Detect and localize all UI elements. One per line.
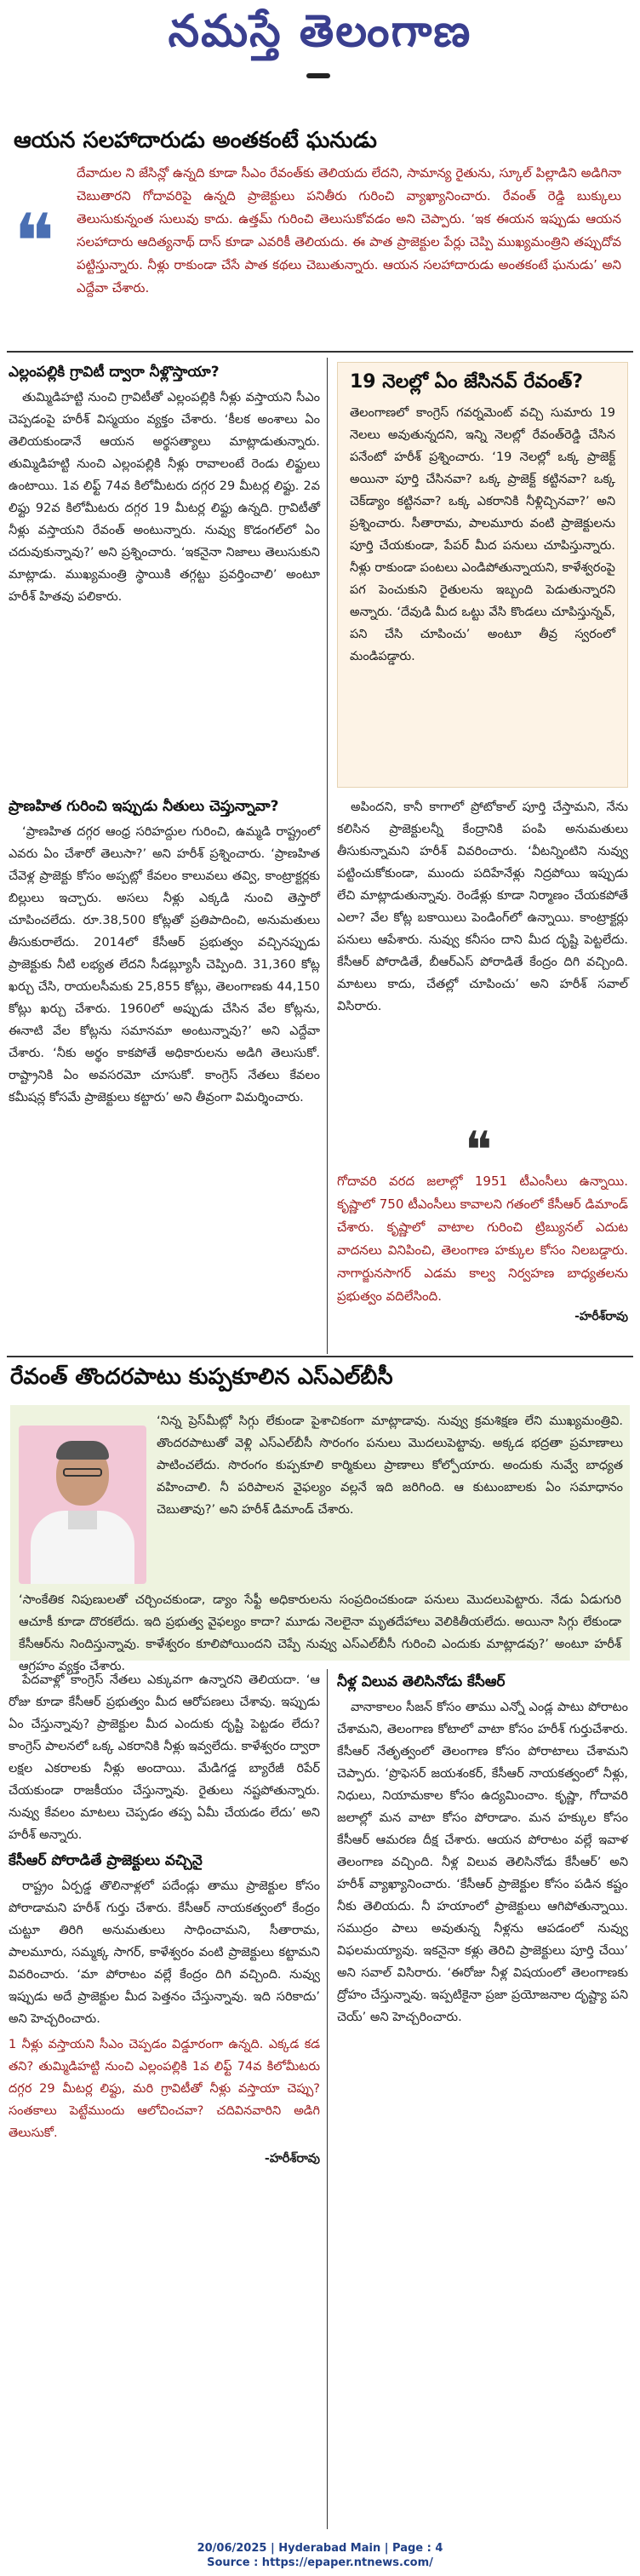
pull-quote-tail: 1 నీళ్లు వస్తాయని సీఎం చెప్పడం విడ్డూరంగా ఉన్నది. ఎక్కడ కడ తని? తుమ్మిడిహట్టి నుంచి ఎల్లంపల్లికి 1వ లిఫ్ట్ 74వ కిలోమీటరు దగ్గర 29 మీటర్ల లిఫ్టు, మరి గ్రావిటీతో నీళ్లు వస్తాయా చెప్పు? సంతకాలు పెట్టేముందు ఆలోచించవా? చదివినవారిని అడిగి తెలుసుకో. (9, 2038, 320, 2140)
footer-edition: 20/06/2025 | Hyderabad Main | Page : 4 (197, 2542, 443, 2555)
paragraph-left-bottom: పేదవాళ్లో కాంగ్రెస్ నేతలు ఎక్కువగా ఉన్నారని తెలియదా. ‘ఆ రోజు కూడా కేసీఆర్ ప్రభుత్వం మీద ఆరోపణలు చేశావు. ఇప్పుడు ఏం చేస్తున్నావు? ప్రాజెక్టుల మీద ఎందుకు దృష్టి పెట్టడం లేదు? కాంగ్రెస్ పాలనలో ఒక్క ఎకరానికి నీళ్లు ఇవ్వలేదు. కాళేశ్వరం ద్వారా లక్షల ఎకరాలకు నీళ్లు అందాయి. మేడిగడ్డ బ్యారేజీ రిపేర్ చేయకుండా రాజకీయం చేస్తున్నావు. రైతులు నష్టపోతున్నారు. నువ్వు కేవలం మాటలు చెప్పడం తప్ప ఏమీ చేయడం లేదు’ అని హరీశ్ అన్నారు. (9, 1673, 320, 1842)
pull-quote-tail-byline: -హరీశ్‌రావు (264, 2152, 320, 2166)
left-column-top (9, 359, 320, 611)
masthead-underline (306, 73, 330, 78)
pull-quote-byline: -హరీశ్‌రావు (574, 1310, 628, 1323)
subheading-pranahitha: ప్రాణహిత గురించి ఇప్పుడు నీతులు చెప్తున్నావా? (9, 798, 279, 815)
revanth-panel (10, 1405, 630, 1673)
right-column-bottom (337, 1669, 628, 2032)
revanth-text: ‘నిన్న ప్రెస్‌మీట్లో సిగ్గు లేకుండా పైశాచికంగా మాట్లాడావు. నువ్వు క్రమశిక్షణ లేని ముఖ్యమంత్రివి. తొందరపాటుతో వెళ్లి ఎస్ఎల్‌బీసీ సొరంగం పనులు మొదలుపెట్టావు. అక్కడ భద్రతా ప్రమాణాలు పాటించలేదు. సొరంగం కుప్పకూలి కార్మికులు ప్రాణాలు కోల్పోయారు. అందుకు నువ్వే బాధ్యత వహించాలి. నీ పరిపాలన వైఫల్యం వల్లనే ఇది జరిగింది. ఆ కుటుంబాలకు ఏం సమాధానం చెబుతావు?’ అని హరీశ్ డిమాండ్ చేశారు. (157, 1414, 623, 1517)
paragraph-kcr-water: వానాకాలం సీజన్ కోసం తాము ఎన్నో ఎండ్ల పాటు పోరాటం చేశామని, తెలంగాణ కోటాలో వాటా కోసం హరీశ్ గుర్తుచేశారు. కేసీఆర్ నేతృత్వంలో తెలంగాణ కోసం పోరాటాలు చేశామని చెప్పారు. ‘ప్రొఫెసర్ జయశంకర్, కేసీఆర్ నాయకత్వంలో నీళ్లు, నిధులు, నియామకాల కోసం ఉద్యమించాం. కృష్ణా, గోదావరి జలాల్లో మన వాటా కోసం పోరాడాం. మన హక్కుల కోసం కేసీఆర్ ఆమరణ దీక్ష చేశారు. ఆయన పోరాటం వల్లే ఇవాళ తెలంగాణ వచ్చింది. నీళ్ల విలువ తెలిసినోడు కేసీఆర్’ అని హరీశ్ వ్యాఖ్యానించారు. ‘కేసీఆర్ ప్రాజెక్టుల కోసం పడిన కష్టం నీకు తెలియదు. నీ హయాంలో ప్రాజెక్టులు ఆగిపోతున్నాయి. సముద్రం పాలు అవుతున్న నీళ్లను ఆపడంలో నువ్వు విఫలమయ్యావు. ఇకనైనా కళ్లు తెరిచి ప్రాజెక్టులు పూర్తి చేయి’ అని సవాల్ విసిరారు. ‘ఈరోజు నీళ్ల విషయంలో తెలంగాణకు ద్రోహం చేస్తున్నావు. ఇప్పటికైనా ప్రజా ప్రయోజనాల దృష్ట్యా పని చెయ్’ అని హెచ్చరించారు. (337, 1701, 628, 2024)
footer-source[interactable]: Source : https://epaper.ntnews.com/ (207, 2556, 433, 2569)
section-divider (7, 351, 633, 353)
left-column-mid (9, 794, 320, 1112)
column-divider (327, 358, 328, 1354)
section-divider (7, 1356, 633, 1357)
box-19-text: తెలంగాణలో కాంగ్రెస్ గవర్నమెంట్ వచ్చి సుమారు 19 నెలలు అవుతున్నదని, ఇన్ని నెలల్లో రేవంత్‌రెడ్డి చేసిన పనేంటో హరీశ్ ప్రశ్నించారు. ‘19 నెలల్లో ఒక్క ప్రాజెక్ట్ అయినా పూర్తి చేసినవా? ఒక్క ప్రాజెక్ట్ కట్టినవా? ఒక్క చెక్‌డ్యాం కట్టినవా? ఒక్క ఎకరానికి నీళ్లిచ్చినవా?’ అని ప్రశ్నించారు. సీతారామ, పాలమూరు వంటి ప్రాజెక్టులను పూర్తి చేయకుండా, పేపర్ మీద పనులు చూపిస్తున్నారు. నీళ్లు రాకుండా పంటలు ఎండిపోతున్నాయని, కాళేశ్వరంపై పగ పెంచుకుని రైతులను ఇబ్బంది పెడుతున్నారని అన్నారు. ‘దేవుడి మీద ఒట్టు వేసి కొండలు చూపిస్తున్నవ్, పని చేసి చూపించు’ అంటూ తీవ్ర స్వరంలో మండిపడ్డారు. (350, 406, 615, 663)
left-column-bottom (9, 1669, 320, 2170)
quote-icon: ❝ (14, 198, 55, 287)
paragraph-right-mid: అపిందని, కానీ కాగాలో ప్రోటోకాల్ పూర్తి చేస్తామని, నేను కలిసిన ప్రాజెక్టులన్నీ కేంద్రానికి పంపి అనుమతులు తీసుకున్నామని హరీశ్ వివరించారు. ‘వీటన్నింటిని నువ్వు పట్టించుకోకుండా, ముందు పదిహేనేళ్లు నిద్రపోయి ఇప్పుడు లేచి మాట్లాడుతున్నావు. రెండేళ్లు కూడా నిర్మాణం చేయకపోతే ఎలా? వేల కోట్ల బకాయిలు పెండింగ్‌లో ఉన్నాయి. కాంట్రాక్టర్లు పనులు ఆపేశారు. నువ్వు కనీసం దాని మీద దృష్టి పెట్టలేదు. కేసీఆర్ పోరాడితే, బీఆర్ఎస్ పోరాడితే కేంద్రం దిగి వచ్చింది. మాటలు కాదు, చేతల్లో చూపించు’ అని హరీశ్ సవాల్ విసిరారు. (337, 800, 628, 1013)
subheading-kcr-fought: కేసీఆర్ పోరాడితే ప్రాజెక్టులు వచ్చినై (9, 1852, 203, 1869)
subheading-gravity: ఎల్లంపల్లికి గ్రావిటీ ద్వారా నీళ్లొస్తాయా? (9, 364, 220, 381)
portrait-photo (19, 1426, 146, 1584)
revanth-bottom-text: ‘సాంకేతిక నిపుణులతో చర్చించకుండా, డ్యాం సేఫ్టీ అధికారులను సంప్రదించకుండా పనులు మొదలుపెట్టారు. నేడు ఏడుగురి ఆచూకీ కూడా దొరకలేదు. ఇది ప్రభుత్వ వైఫల్యం కాదా? మూడు నెలలైనా మృతదేహాలు వెలికితీయలేదు. అయినా సిగ్గు లేకుండా కేసీఆర్‌ను నిందిస్తున్నావు. కాళేశ్వరం కూలిపోయిందని చెప్పే నువ్వు ఎస్ఎల్‌బీసీ గురించి ఎందుకు మాట్లాడవు?’ అంటూ హరీశ్ ఆగ్రహం వ్యక్తం చేశారు. (19, 1593, 621, 1673)
pull-quote (337, 1121, 628, 1337)
revanth-headline: రేవంత్ తొందరపాటు కుప్పకూలిన ఎస్ఎల్‌బీసీ (10, 1364, 393, 1390)
pull-quote-text: గోదావరి వరద జలాల్లో 1951 టీఎంసీలు ఉన్నాయి. కృష్ణాలో 750 టీఎంసీలు కావాలని గతంలో కేసీఆర్ డిమాండ్ చేశారు. కృష్ణాలో వాటాల గురించి ట్రిబ్యునల్ ఎదుట వాదనలు వినిపించి, తెలంగాణ హక్కుల కోసం నిలబడ్డారు. నాగార్జునసాగర్ ఎడమ కాల్వ నిర్వహణ బాధ్యతలను ప్రభుత్వం వదిలేసింది. (337, 1173, 628, 1304)
lead-section (14, 162, 626, 342)
pull-quote-icon: ❝ (465, 1121, 493, 1180)
masthead (0, 0, 640, 102)
page-footer (0, 2541, 640, 2570)
box-19-heading: 19 నెలల్లో ఏం జేసినవ్ రేవంత్? (350, 371, 584, 393)
subheading-kcr-water: నీళ్ల విలువ తెలిసినోడు కేసీఆర్ (337, 1673, 506, 1690)
lead-body-text: దేవాదుల ని జేసిన్లో ఉన్న‌ది కూడా సీఎం రేవంత్‌కు తెలియదు లేదని, సామాన్య రైతును, స్కూల్ పిల్లాడిని అడిగినా చెబుతారని గోదావరిపై ఉన్న‌ది ప్రాజెక్టులు పనితీరు గురించి వ్యాఖ్యానించారు. రేవంత్ రెడ్డి బుక్కులు తెలుసుకున్నంత సులువు కాదు. ఉత్త‌మ్ గురించి తెలుసుకోవడం అని చెప్పారు. ‘ఇక ఈయన ఇప్పుడు ఆయన సలహాదారు ఆదిత్యనాథ్ దాస్ కూడా ఎవరికీ తెలియదు. ఈ పాత ప్రాజెక్టుల పేర్లు చెప్పి ముఖ్యమంత్రిని తప్పుదోవ పట్టిస్తున్నారు. నీళ్లు రాకుండా చేసే పాత కథలు చెబుతున్నారు. ఆయన సలహాదారుడు అంతకంటే ఘనుడు’ అని ఎద్దేవా చేశారు. (77, 165, 621, 295)
right-column-mid (337, 796, 628, 1021)
paragraph-pranahitha: ‘ప్రాణహిత దగ్గర ఆంధ్ర సరిహద్దుల గురించి, ఉమ్మడి రాష్ట్రంలో ఎవరు ఏం చేశారో తెలుసా?’ అని హరీశ్ ప్రశ్నించారు. ‘ప్రాణహిత చేవెళ్ల ప్రాజెక్టు కోసం అప్పట్లో కేవలం కాలువలు తవ్వి, కాంట్రాక్టర్లకు బిల్లులు ఇచ్చారు. అసలు నీళ్లు ఎక్కడి నుంచి తెస్తారో చూపించలేదు. రూ.38,500 కోట్లతో ప్రతిపాదించి, అనుమతులు తీసుకురాలేదు. 2014లో కేసీఆర్ ప్రభుత్వం వచ్చినప్పుడు ప్రాజెక్టుకు నీటి లభ్యత లేదని సీడబ్ల్యూసీ చెప్పింది. 31,360 కోట్ల ఖర్చు చేసి, రాయలసీమకు 25,855 కోట్లు, తెలంగాణకు 44,150 కోట్లు ఖర్చు చేశారు. 1960లో అప్పుడు చేసిన వేల కోట్లను, ఈనాటి వేల కోట్లను సమానమా అంటున్నావు?’ అని ఎద్దేవా చేశారు. ‘నీకు అర్థం కాకపోతే అధికారులను అడిగి తెలుసుకో. రాష్ట్రానికి ఏం అవసరమో చూసుకో. కాంగ్రెస్ నేతలు కేవలం కమీషన్ల కోసమే ప్రాజెక్టులు కట్టారు’ అని తీవ్రంగా విమర్శించారు. (9, 825, 320, 1104)
column-divider (327, 1669, 328, 2529)
paragraph-gravity: తుమ్మిడిహట్టి నుంచి గ్రావిటీతో ఎల్లంపల్లికి నీళ్లు వస్తాయని సీఎం చెప్పడంపై హరీశ్ విస్మయం వ్యక్తం చేశారు. ‘కీలక అంశాలు ఏం తెలియకుండానే ఆయన అర్థసత్యాలు మాట్లాడుతున్నారు. తుమ్మిడిహట్టి నుంచి ఎల్లంపల్లికి నీళ్లు రావాలంటే రెండు లిఫ్టులు ఉంటాయి. 1వ లిఫ్ట్ 74వ కిలోమీటరు దగ్గర 29 మీటర్ల లిఫ్టు. 2వ లిఫ్టు 92వ కిలోమీటరు దగ్గర 19 మీటర్ల లిఫ్టు ఉన్నది. గ్రావిటీతో నీళ్లు వస్తాయని రేవంత్ అంటున్నారు. నువ్వు కొడంగల్‌లో ఏం చదువుకున్నావు?’ అని ప్రశ్నించారు. ‘ఇకనైనా నిజాలు తెలుసుకుని మాట్లాడు. ముఖ్యమంత్రి స్థాయికి తగ్గట్టు ప్రవర్తించాలి’ అంటూ హరీశ్ హితవు పలికారు. (9, 391, 320, 604)
paragraph-kcr-fought: రాష్ట్రం ఏర్పడ్డ తొలినాళ్లలో పదేండ్లు తాము ప్రాజెక్టుల కోసం పోరాడామని హరీశ్ గుర్తు చేశారు. కేసీఆర్ నాయకత్వంలో కేంద్రం చుట్టూ తిరిగి అనుమతులు సాధించామని, సీతారామ, పాలమూరు, సమ్మక్క సాగర్, కాళేశ్వరం వంటి ప్రాజెక్టులు కట్టామని వివరించారు. ‘మా పోరాటం వల్లే కేంద్రం దిగి వచ్చింది. నువ్వు ఇప్పుడు అదే ప్రాజెక్టుల మీద పెత్తనం చేస్తున్నావు. ఇది సరికాదు’ అని హెచ్చరించారు. (9, 1879, 320, 2026)
lead-headline: ఆయన సలహాదారుడు అంతకంటే ఘనుడు (14, 128, 377, 153)
box-19-months (337, 362, 628, 788)
masthead-title: నమస్తే తెలంగాణ (168, 5, 472, 57)
